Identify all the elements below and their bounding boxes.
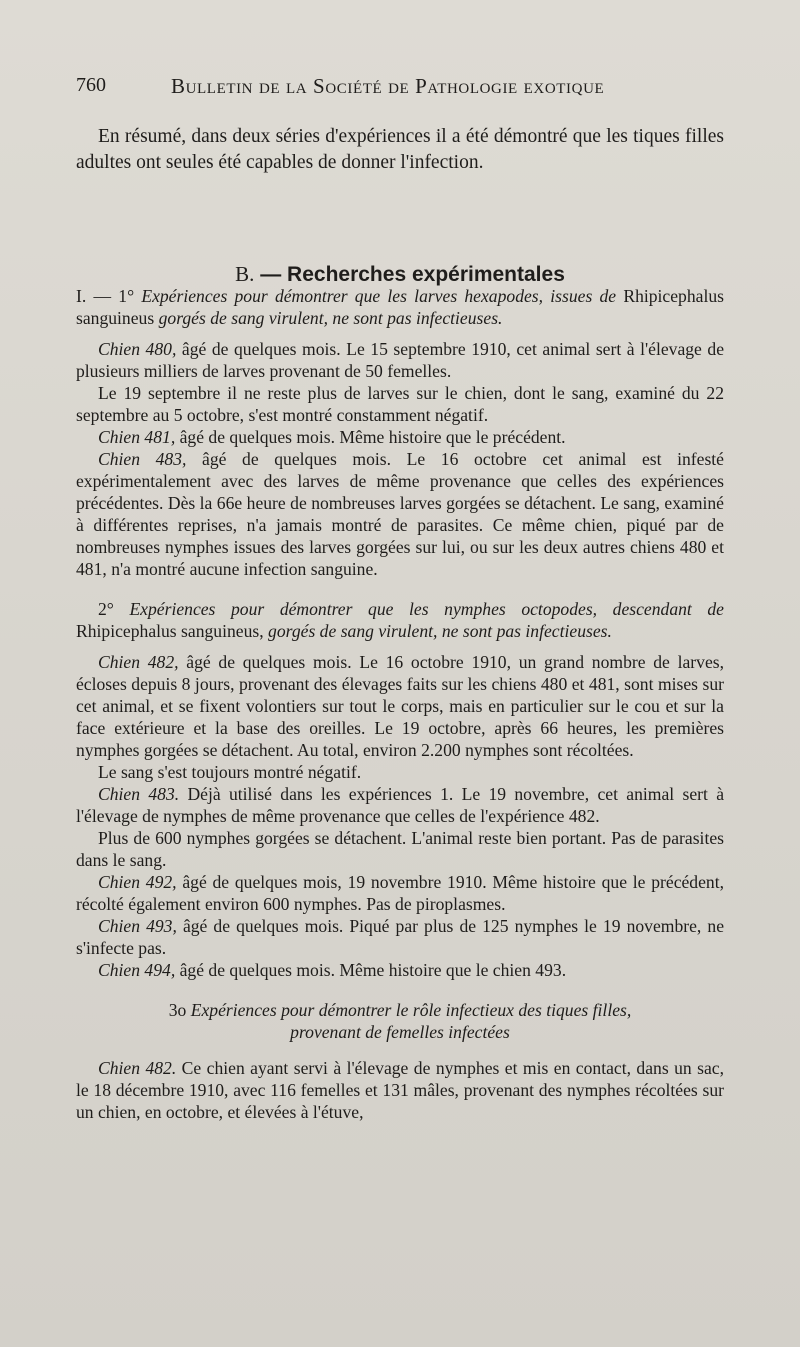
exp2-species: Rhipicephalus sanguineus,: [76, 621, 264, 641]
exp2-paragraph-2: Le sang s'est toujours montré négatif.: [98, 762, 362, 782]
exp2-title-b: gorgés de sang virulent, ne sont pas infectieuses.: [268, 621, 612, 641]
exp1-number: I. — 1°: [76, 286, 135, 306]
dog-name: Chien 494,: [98, 960, 176, 980]
exp3-paragraph-1: [76, 1057, 724, 1123]
exp1-title-b: gorgés de sang virulent, ne sont pas infectieuses.: [158, 308, 503, 328]
paragraph-text: âgé de quelques mois, 19 novembre 1910. Même histoire que le précédent, récolté également environ 600 nymphes. Pas de piroplasmes.: [76, 872, 724, 914]
exp1-paragraph-4: [76, 448, 724, 580]
section-heading: [0, 262, 800, 287]
page-number: 760: [76, 74, 106, 96]
exp2-paragraph-3: [76, 783, 724, 827]
dog-name: Chien 483,: [98, 449, 187, 469]
dog-name: Chien 482,: [98, 652, 179, 672]
exp2-title-a: Expériences pour démontrer que les nymphes octopodes, descendant de: [129, 599, 724, 619]
dog-name: Chien 493,: [98, 916, 177, 936]
exp1-title-a: Expériences pour démontrer que les larves hexapodes, issues de: [141, 286, 617, 306]
summary-paragraph: [76, 124, 724, 176]
paragraph-text: âgé de quelques mois. Le 16 octobre 1910, un grand nombre de larves, écloses depuis 8 jours, provenant des élevages faits sur les chiens 480 et 481, sont mises sur cet animal, et se fixent volontiers sur tout le corps, mais en particulier sur le cou et sur la face extérieure et la base des oreilles. Le 19 octobre, après 66 heures, les premières nymphes gorgées se détachent. Au total, environ 2.200 nymphes sont récoltées.: [76, 652, 724, 760]
exp2-paragraph-6: [76, 915, 724, 959]
exp3-title-line1: Expériences pour démontrer le rôle infectieux des tiques filles,: [190, 1000, 632, 1020]
paragraph-text: âgé de quelques mois. Le 15 septembre 1910, cet animal sert à l'élevage de plusieurs milliers de larves provenant de 50 femelles.: [76, 339, 725, 381]
paragraph-text: Déjà utilisé dans les expériences 1. Le 19 novembre, cet animal sert à l'élevage de nymphes de même provenance que celles de l'expérience 482.: [76, 784, 725, 826]
exp2-paragraph-7: [76, 959, 724, 981]
exp2-paragraph-5: [76, 871, 724, 915]
running-header: [76, 74, 726, 104]
summary-text: En résumé, dans deux séries d'expériences il a été démontré que les tiques filles adultes ont seules été capables de donner l'infection.: [76, 126, 724, 173]
dog-name: Chien 482.: [98, 1058, 177, 1078]
paragraph-text: âgé de quelques mois. Même histoire que le chien 493.: [175, 960, 567, 980]
dog-name: Chien 483.: [98, 784, 180, 804]
section-letter: B.: [235, 262, 255, 286]
exp1-species: Rhipicephalus sanguineus: [76, 286, 724, 328]
paragraph-text: âgé de quelques mois. Même histoire que le précédent.: [175, 427, 566, 447]
exp1-paragraph-1: [76, 338, 724, 382]
exp1-paragraph-2: Le 19 septembre il ne reste plus de larves sur le chien, dont le sang, examiné du 22 septembre au 5 octobre, s'est montré constamment négatif.: [76, 383, 724, 425]
exp1-heading: [76, 285, 724, 329]
exp1-paragraph-3: [76, 426, 724, 448]
dog-name: Chien 481,: [98, 427, 176, 447]
exp3-heading: [76, 999, 724, 1043]
section-title: — Recherches expérimentales: [260, 263, 565, 286]
exp2-heading: [76, 598, 724, 642]
exp2-paragraph-4: Plus de 600 nymphes gorgées se détachent. L'animal reste bien portant. Pas de parasites dans le sang.: [76, 828, 724, 870]
dog-name: Chien 480,: [98, 339, 177, 359]
exp3-title-line2: provenant de femelles infectées: [290, 1022, 510, 1042]
dog-name: Chien 492,: [98, 872, 177, 892]
exp2-paragraph-1: [76, 651, 724, 761]
paragraph-text: âgé de quelques mois. Piqué par plus de 125 nymphes le 19 novembre, ne s'infecte pas.: [76, 916, 725, 958]
journal-title: Bulletin de la Société de Pathologie exotique: [171, 74, 605, 98]
paragraph-text: âgé de quelques mois. Le 16 octobre cet animal est infesté expérimentalement avec des larves de même provenance que celles des expériences précédentes. Dès la 66e heure de nombreuses larves gorgées se détachent. Le sang, examiné à différentes reprises, n'a jamais montré de parasites. Ce même chien, piqué par de nombreuses nymphes issues des larves gorgées sur lui, ou sur les deux autres chiens 480 et 481, n'a montré aucune infection sanguine.: [76, 449, 724, 579]
experiments-body: [76, 285, 724, 1123]
exp3-number: 3o: [168, 1000, 187, 1020]
paragraph-text: Ce chien ayant servi à l'élevage de nymphes et mis en contact, dans un sac, le 18 décembre 1910, avec 116 femelles et 131 mâles, provenant des nymphes récoltées sur un chien, en octobre, et élevées à l'étuve,: [76, 1058, 724, 1122]
exp2-number: 2°: [98, 599, 114, 619]
